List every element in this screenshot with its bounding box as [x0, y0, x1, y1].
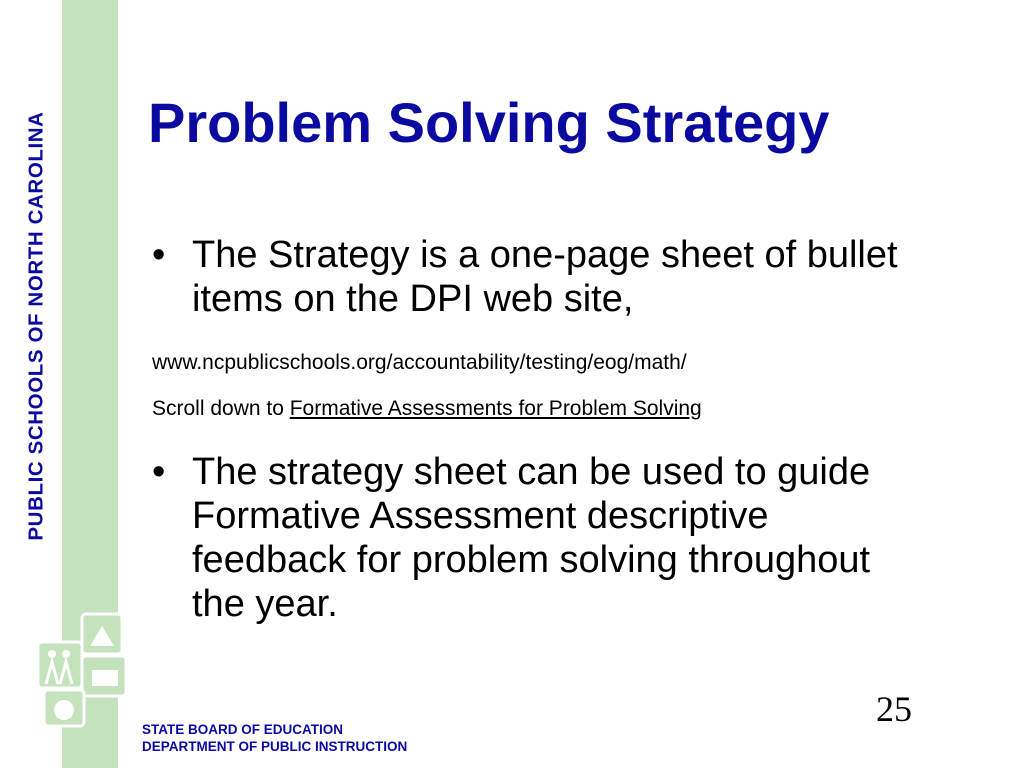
dpi-logo-icon: [34, 612, 130, 730]
bullet-marker: •: [152, 451, 166, 493]
bullet-item: [152, 450, 932, 626]
sidebar-org-name: PUBLIC SCHOOLS OF NORTH CAROLINA: [25, 111, 49, 541]
bullet-marker: •: [152, 234, 166, 276]
bullet-item: [152, 233, 932, 321]
footer-line-department: DEPARTMENT OF PUBLIC INSTRUCTION: [142, 739, 408, 754]
scroll-prefix: Scroll down to: [152, 397, 290, 420]
sidebar-org-label: [24, 26, 50, 626]
scroll-instruction: [152, 397, 702, 421]
page-number: 25: [876, 689, 912, 729]
bullet-text: The Strategy is a one-page sheet of bullet items on the DPI web site,: [192, 234, 898, 320]
footer-line-board: STATE BOARD OF EDUCATION: [142, 722, 343, 737]
slide-title: Problem Solving Strategy: [148, 91, 830, 154]
dpi-url: www.ncpublicschools.org/accountability/testing/eog/math/: [152, 351, 687, 374]
bullet-text: The strategy sheet can be used to guide Formative Assessment descriptive feedback for problem solving throughout the year.: [192, 451, 871, 625]
formative-assessments-link[interactable]: Formative Assessments for Problem Solving: [289, 397, 702, 420]
footer-org: [142, 721, 407, 755]
